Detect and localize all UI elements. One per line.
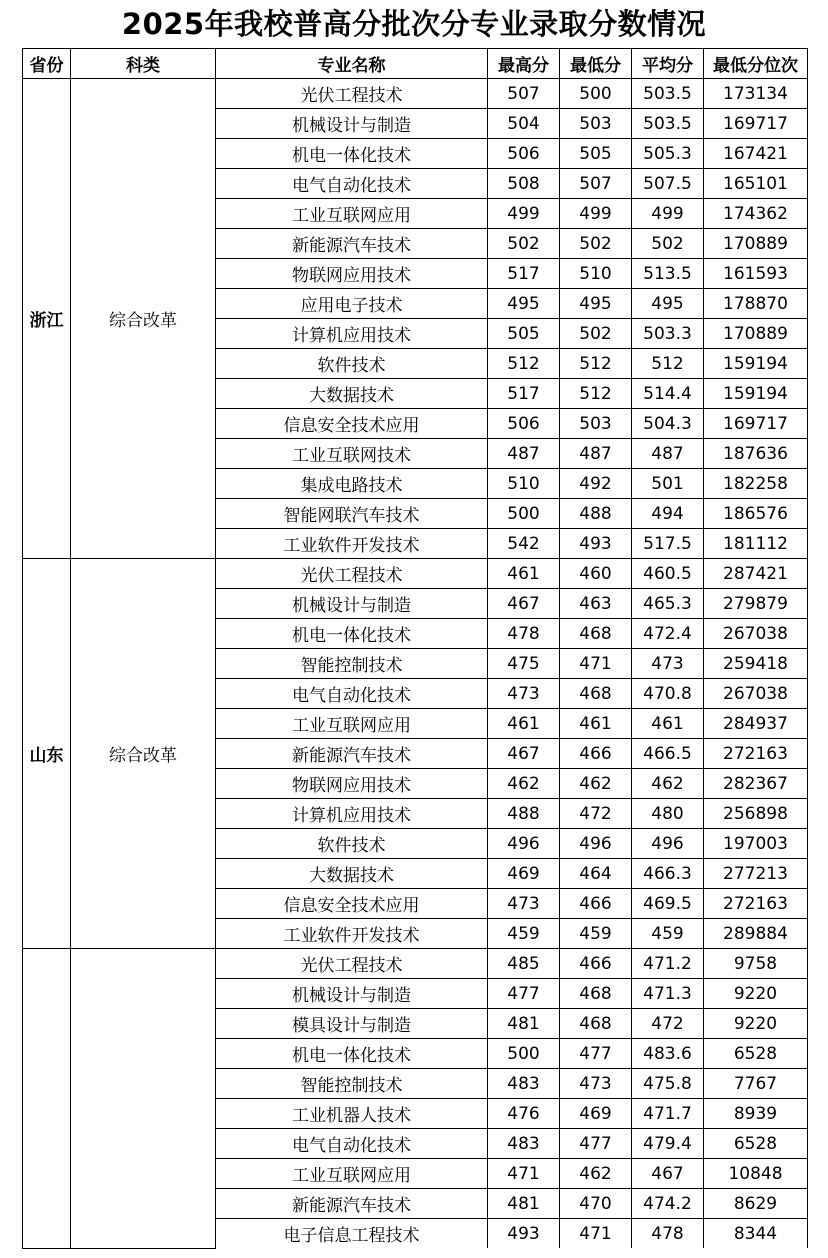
- major-name-cell: 智能控制技术: [216, 649, 488, 679]
- max-score-cell: 477: [488, 979, 560, 1009]
- min-rank-cell: 279879: [704, 589, 808, 619]
- max-score-cell: 467: [488, 739, 560, 769]
- province-cell: [23, 949, 71, 1249]
- min-score-cell: 507: [560, 169, 632, 199]
- major-name-cell: 信息安全技术应用: [216, 409, 488, 439]
- max-score-cell: 471: [488, 1159, 560, 1189]
- major-name-cell: 电气自动化技术: [216, 679, 488, 709]
- max-score-cell: 517: [488, 259, 560, 289]
- min-score-cell: 510: [560, 259, 632, 289]
- major-name-cell: 工业互联网应用: [216, 199, 488, 229]
- major-name-cell: 大数据技术: [216, 379, 488, 409]
- min-rank-cell: 186576: [704, 499, 808, 529]
- min-rank-cell: 6528: [704, 1039, 808, 1069]
- avg-score-cell: 474.2: [632, 1189, 704, 1219]
- province-cell: 浙江: [23, 79, 71, 559]
- avg-score-cell: 471.7: [632, 1099, 704, 1129]
- max-score-cell: 476: [488, 1099, 560, 1129]
- major-name-cell: 电子信息工程技术: [216, 1219, 488, 1249]
- major-name-cell: 机电一体化技术: [216, 139, 488, 169]
- min-rank-cell: 287421: [704, 559, 808, 589]
- avg-score-cell: 503.5: [632, 109, 704, 139]
- max-score-cell: 506: [488, 139, 560, 169]
- max-score-cell: 478: [488, 619, 560, 649]
- max-score-cell: 517: [488, 379, 560, 409]
- header-province: 省份: [23, 49, 71, 79]
- min-rank-cell: 9758: [704, 949, 808, 979]
- avg-score-cell: 466.5: [632, 739, 704, 769]
- min-rank-cell: 277213: [704, 859, 808, 889]
- avg-score-cell: 467: [632, 1159, 704, 1189]
- category-cell: 综合改革: [71, 79, 216, 559]
- max-score-cell: 493: [488, 1219, 560, 1249]
- min-score-cell: 472: [560, 799, 632, 829]
- major-name-cell: 机械设计与制造: [216, 109, 488, 139]
- major-name-cell: 机械设计与制造: [216, 589, 488, 619]
- avg-score-cell: 479.4: [632, 1129, 704, 1159]
- admission-score-table: [22, 48, 808, 1249]
- major-name-cell: 物联网应用技术: [216, 259, 488, 289]
- avg-score-cell: 460.5: [632, 559, 704, 589]
- major-name-cell: 智能网联汽车技术: [216, 499, 488, 529]
- min-score-cell: 468: [560, 979, 632, 1009]
- min-rank-cell: 7767: [704, 1069, 808, 1099]
- max-score-cell: 481: [488, 1189, 560, 1219]
- avg-score-cell: 505.3: [632, 139, 704, 169]
- min-rank-cell: 159194: [704, 379, 808, 409]
- min-score-cell: 466: [560, 949, 632, 979]
- avg-score-cell: 503.3: [632, 319, 704, 349]
- page-title: 2025年我校普高分批次分专业录取分数情况: [121, 7, 707, 41]
- major-name-cell: 机械设计与制造: [216, 979, 488, 1009]
- max-score-cell: 542: [488, 529, 560, 559]
- min-score-cell: 488: [560, 499, 632, 529]
- min-rank-cell: 173134: [704, 79, 808, 109]
- min-rank-cell: 8344: [704, 1219, 808, 1249]
- min-score-cell: 462: [560, 1159, 632, 1189]
- avg-score-cell: 475.8: [632, 1069, 704, 1099]
- min-rank-cell: 272163: [704, 889, 808, 919]
- major-name-cell: 智能控制技术: [216, 1069, 488, 1099]
- avg-score-cell: 507.5: [632, 169, 704, 199]
- header-category: 科类: [71, 49, 216, 79]
- min-rank-cell: 174362: [704, 199, 808, 229]
- max-score-cell: 483: [488, 1069, 560, 1099]
- major-name-cell: 工业互联网应用: [216, 1159, 488, 1189]
- major-name-cell: 机电一体化技术: [216, 619, 488, 649]
- max-score-cell: 473: [488, 679, 560, 709]
- major-name-cell: 工业软件开发技术: [216, 529, 488, 559]
- min-score-cell: 512: [560, 379, 632, 409]
- min-rank-cell: 259418: [704, 649, 808, 679]
- max-score-cell: 504: [488, 109, 560, 139]
- min-score-cell: 466: [560, 739, 632, 769]
- avg-score-cell: 472.4: [632, 619, 704, 649]
- province-cell: 山东: [23, 559, 71, 949]
- major-name-cell: 大数据技术: [216, 859, 488, 889]
- max-score-cell: 487: [488, 439, 560, 469]
- avg-score-cell: 462: [632, 769, 704, 799]
- table-row: [23, 559, 808, 589]
- min-rank-cell: 8939: [704, 1099, 808, 1129]
- min-score-cell: 512: [560, 349, 632, 379]
- major-name-cell: 信息安全技术应用: [216, 889, 488, 919]
- max-score-cell: 475: [488, 649, 560, 679]
- min-rank-cell: 8629: [704, 1189, 808, 1219]
- major-name-cell: 工业互联网技术: [216, 439, 488, 469]
- avg-score-cell: 513.5: [632, 259, 704, 289]
- max-score-cell: 496: [488, 829, 560, 859]
- min-score-cell: 473: [560, 1069, 632, 1099]
- avg-score-cell: 494: [632, 499, 704, 529]
- min-rank-cell: 197003: [704, 829, 808, 859]
- max-score-cell: 507: [488, 79, 560, 109]
- min-score-cell: 469: [560, 1099, 632, 1129]
- max-score-cell: 506: [488, 409, 560, 439]
- min-score-cell: 487: [560, 439, 632, 469]
- min-score-cell: 477: [560, 1039, 632, 1069]
- major-name-cell: 软件技术: [216, 349, 488, 379]
- avg-score-cell: 478: [632, 1219, 704, 1249]
- min-score-cell: 492: [560, 469, 632, 499]
- major-name-cell: 计算机应用技术: [216, 799, 488, 829]
- min-score-cell: 461: [560, 709, 632, 739]
- max-score-cell: 500: [488, 1039, 560, 1069]
- min-score-cell: 471: [560, 1219, 632, 1249]
- min-rank-cell: 165101: [704, 169, 808, 199]
- avg-score-cell: 465.3: [632, 589, 704, 619]
- min-rank-cell: 181112: [704, 529, 808, 559]
- min-score-cell: 496: [560, 829, 632, 859]
- min-score-cell: 499: [560, 199, 632, 229]
- min-rank-cell: 159194: [704, 349, 808, 379]
- major-name-cell: 集成电路技术: [216, 469, 488, 499]
- major-name-cell: 新能源汽车技术: [216, 1189, 488, 1219]
- max-score-cell: 500: [488, 499, 560, 529]
- avg-score-cell: 501: [632, 469, 704, 499]
- min-score-cell: 477: [560, 1129, 632, 1159]
- table-body: [23, 79, 808, 1249]
- table-row: [23, 949, 808, 979]
- min-score-cell: 495: [560, 289, 632, 319]
- avg-score-cell: 495: [632, 289, 704, 319]
- avg-score-cell: 472: [632, 1009, 704, 1039]
- avg-score-cell: 502: [632, 229, 704, 259]
- avg-score-cell: 504.3: [632, 409, 704, 439]
- header-max-score: 最高分: [488, 49, 560, 79]
- category-cell: [71, 949, 216, 1249]
- major-name-cell: 应用电子技术: [216, 289, 488, 319]
- max-score-cell: 508: [488, 169, 560, 199]
- max-score-cell: 510: [488, 469, 560, 499]
- avg-score-cell: 459: [632, 919, 704, 949]
- min-score-cell: 470: [560, 1189, 632, 1219]
- avg-score-cell: 496: [632, 829, 704, 859]
- major-name-cell: 电气自动化技术: [216, 1129, 488, 1159]
- min-score-cell: 468: [560, 619, 632, 649]
- min-score-cell: 466: [560, 889, 632, 919]
- min-rank-cell: 167421: [704, 139, 808, 169]
- min-score-cell: 500: [560, 79, 632, 109]
- major-name-cell: 光伏工程技术: [216, 79, 488, 109]
- major-name-cell: 模具设计与制造: [216, 1009, 488, 1039]
- min-rank-cell: 169717: [704, 109, 808, 139]
- min-rank-cell: 284937: [704, 709, 808, 739]
- min-rank-cell: 187636: [704, 439, 808, 469]
- min-rank-cell: 161593: [704, 259, 808, 289]
- min-score-cell: 505: [560, 139, 632, 169]
- max-score-cell: 502: [488, 229, 560, 259]
- avg-score-cell: 480: [632, 799, 704, 829]
- max-score-cell: 483: [488, 1129, 560, 1159]
- avg-score-cell: 466.3: [632, 859, 704, 889]
- table-row: [23, 79, 808, 109]
- avg-score-cell: 473: [632, 649, 704, 679]
- min-rank-cell: 256898: [704, 799, 808, 829]
- avg-score-cell: 483.6: [632, 1039, 704, 1069]
- major-name-cell: 光伏工程技术: [216, 559, 488, 589]
- min-rank-cell: 282367: [704, 769, 808, 799]
- major-name-cell: 新能源汽车技术: [216, 739, 488, 769]
- major-name-cell: 机电一体化技术: [216, 1039, 488, 1069]
- max-score-cell: 467: [488, 589, 560, 619]
- max-score-cell: 488: [488, 799, 560, 829]
- avg-score-cell: 471.2: [632, 949, 704, 979]
- max-score-cell: 459: [488, 919, 560, 949]
- min-score-cell: 464: [560, 859, 632, 889]
- major-name-cell: 新能源汽车技术: [216, 229, 488, 259]
- avg-score-cell: 470.8: [632, 679, 704, 709]
- avg-score-cell: 469.5: [632, 889, 704, 919]
- min-rank-cell: 272163: [704, 739, 808, 769]
- min-rank-cell: 6528: [704, 1129, 808, 1159]
- max-score-cell: 469: [488, 859, 560, 889]
- major-name-cell: 工业软件开发技术: [216, 919, 488, 949]
- header-min-score: 最低分: [560, 49, 632, 79]
- max-score-cell: 499: [488, 199, 560, 229]
- max-score-cell: 462: [488, 769, 560, 799]
- major-name-cell: 工业互联网应用: [216, 709, 488, 739]
- max-score-cell: 461: [488, 709, 560, 739]
- min-score-cell: 503: [560, 409, 632, 439]
- avg-score-cell: 471.3: [632, 979, 704, 1009]
- min-score-cell: 503: [560, 109, 632, 139]
- max-score-cell: 481: [488, 1009, 560, 1039]
- header-major: 专业名称: [216, 49, 488, 79]
- max-score-cell: 473: [488, 889, 560, 919]
- major-name-cell: 软件技术: [216, 829, 488, 859]
- min-rank-cell: 170889: [704, 319, 808, 349]
- avg-score-cell: 512: [632, 349, 704, 379]
- avg-score-cell: 514.4: [632, 379, 704, 409]
- min-score-cell: 462: [560, 769, 632, 799]
- max-score-cell: 512: [488, 349, 560, 379]
- min-score-cell: 460: [560, 559, 632, 589]
- major-name-cell: 电气自动化技术: [216, 169, 488, 199]
- min-rank-cell: 9220: [704, 1009, 808, 1039]
- min-rank-cell: 267038: [704, 679, 808, 709]
- max-score-cell: 495: [488, 289, 560, 319]
- table-header-row: [23, 49, 808, 79]
- major-name-cell: 物联网应用技术: [216, 769, 488, 799]
- major-name-cell: 工业机器人技术: [216, 1099, 488, 1129]
- min-rank-cell: 170889: [704, 229, 808, 259]
- avg-score-cell: 499: [632, 199, 704, 229]
- min-rank-cell: 178870: [704, 289, 808, 319]
- min-rank-cell: 267038: [704, 619, 808, 649]
- max-score-cell: 461: [488, 559, 560, 589]
- major-name-cell: 光伏工程技术: [216, 949, 488, 979]
- avg-score-cell: 503.5: [632, 79, 704, 109]
- min-score-cell: 502: [560, 229, 632, 259]
- min-score-cell: 463: [560, 589, 632, 619]
- min-score-cell: 468: [560, 1009, 632, 1039]
- min-score-cell: 471: [560, 649, 632, 679]
- min-score-cell: 493: [560, 529, 632, 559]
- min-score-cell: 459: [560, 919, 632, 949]
- min-rank-cell: 10848: [704, 1159, 808, 1189]
- header-min-rank: 最低分位次: [704, 49, 808, 79]
- min-rank-cell: 289884: [704, 919, 808, 949]
- header-avg-score: 平均分: [632, 49, 704, 79]
- avg-score-cell: 461: [632, 709, 704, 739]
- avg-score-cell: 487: [632, 439, 704, 469]
- min-rank-cell: 182258: [704, 469, 808, 499]
- min-score-cell: 468: [560, 679, 632, 709]
- min-score-cell: 502: [560, 319, 632, 349]
- category-cell: 综合改革: [71, 559, 216, 949]
- max-score-cell: 485: [488, 949, 560, 979]
- max-score-cell: 505: [488, 319, 560, 349]
- min-rank-cell: 9220: [704, 979, 808, 1009]
- avg-score-cell: 517.5: [632, 529, 704, 559]
- min-rank-cell: 169717: [704, 409, 808, 439]
- major-name-cell: 计算机应用技术: [216, 319, 488, 349]
